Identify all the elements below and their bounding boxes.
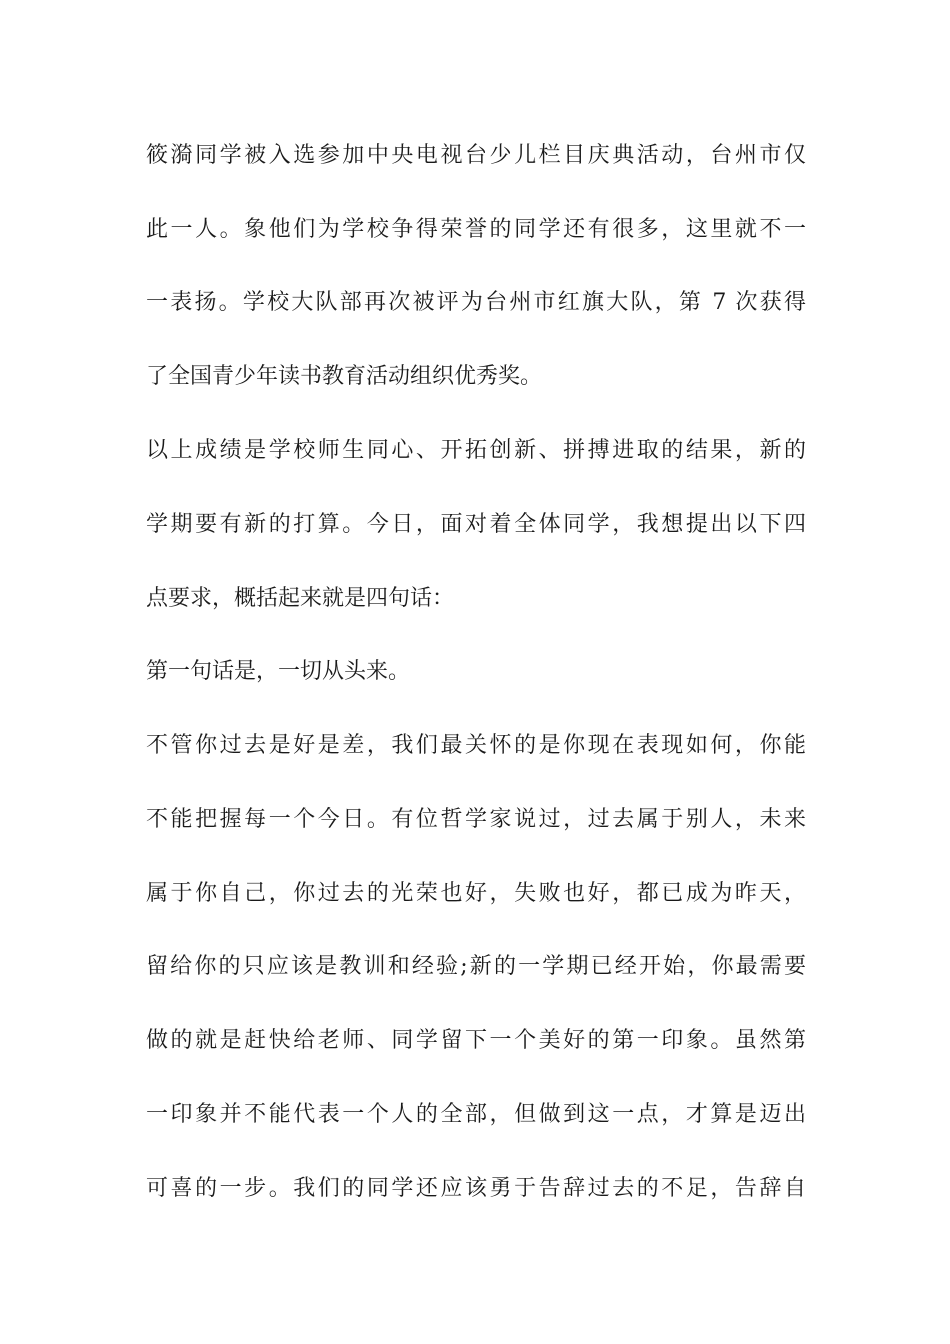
text-line: 学期要有新的打算。今日，面对着全体同学，我想提出以下四 — [146, 512, 806, 537]
text-line: 做的就是赶快给老师、同学留下一个美好的第一印象。虽然第 — [146, 1028, 806, 1053]
text-line: 不管你过去是好是差，我们最关怀的是你现在表现如何，你能 — [146, 733, 806, 758]
text-line: 不能把握每一个今日。有位哲学家说过，过去属于别人，未来 — [146, 807, 806, 832]
text-line: 属于你自己，你过去的光荣也好，失败也好，都已成为昨天， — [146, 881, 806, 906]
text-line: 筱漪同学被入选参加中央电视台少儿栏目庆典活动，台州市仅 — [146, 143, 806, 168]
text-line: 此一人。象他们为学校争得荣誉的同学还有很多，这里就不一 — [146, 217, 806, 242]
text-line: 一表扬。学校大队部再次被评为台州市红旗大队，第 7 次获得 — [146, 290, 806, 315]
text-line: 一印象并不能代表一个人的全部，但做到这一点，才算是迈出 — [146, 1102, 806, 1127]
text-line: 以上成绩是学校师生同心、开拓创新、拼搏进取的结果，新的 — [146, 438, 806, 463]
text-line: 第一句话是，一切从头来。 — [146, 659, 411, 684]
text-line: 了全国青少年读书教育活动组织优秀奖。 — [146, 364, 543, 389]
text-line: 留给你的只应该是教训和经验;新的一学期已经开始，你最需要 — [146, 954, 806, 979]
text-line: 点要求，概括起来就是四句话： — [146, 586, 455, 611]
text-line: 可喜的一步。我们的同学还应该勇于告辞过去的不足，告辞自 — [146, 1176, 806, 1201]
